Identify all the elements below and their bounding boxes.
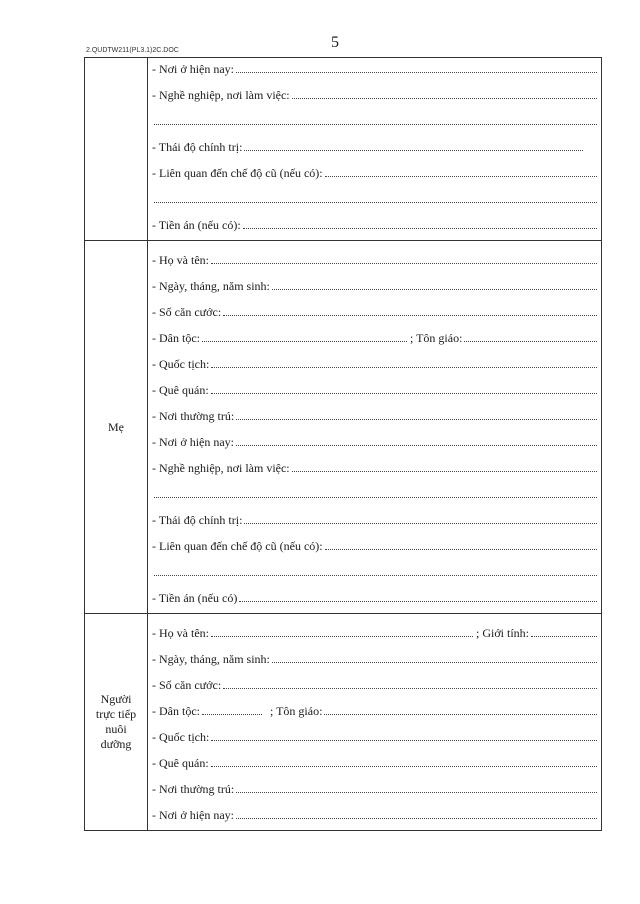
fill-in-blank[interactable]: [154, 565, 597, 576]
field-label: - Nơi ở hiện nay:: [152, 435, 235, 449]
row-label-mother: Mẹ: [108, 419, 124, 434]
father-political-attitude-line: [152, 136, 597, 162]
mother-permanent-residence-line: [152, 405, 597, 431]
fill-in-blank[interactable]: [211, 357, 597, 368]
caregiver-hometown-line: [152, 752, 597, 778]
caregiver-permanent-residence-line: [152, 778, 597, 804]
caregiver-current-residence-line: [152, 804, 597, 830]
mother-political-attitude-line: [152, 509, 597, 535]
fill-in-blank[interactable]: [211, 730, 597, 741]
mother-occupation-continuation-line: [152, 483, 597, 509]
field-label-gender: ; Giới tính:: [475, 626, 529, 640]
fill-in-blank[interactable]: [236, 808, 597, 819]
field-label: - Nơi thường trú:: [152, 782, 235, 796]
field-label: - Ngày, tháng, năm sinh:: [152, 279, 270, 293]
caregiver-nationality-line: [152, 726, 597, 752]
mother-full-name-line: [152, 249, 597, 275]
fill-in-blank[interactable]: [325, 166, 597, 177]
father-old-regime-line: [152, 162, 597, 188]
fill-in-blank[interactable]: [272, 652, 597, 663]
caregiver-label-cell: [85, 614, 148, 831]
field-label: - Nghề nghiệp, nơi làm việc:: [152, 461, 290, 475]
caregiver-row: [85, 614, 602, 831]
fill-in-blank[interactable]: [236, 782, 597, 793]
caregiver-full-name-gender-line: [152, 622, 597, 648]
field-label: - Họ và tên:: [152, 253, 209, 267]
father-occupation-continuation-line: [152, 110, 597, 136]
mother-old-regime-continuation-line: [152, 561, 597, 587]
document-code: 2.QUDTW211(PL3.1)2C.DOC: [86, 47, 179, 54]
mother-occupation-line: [152, 457, 597, 483]
fill-in-blank-ethnicity[interactable]: [202, 704, 262, 715]
field-label: - Ngày, tháng, năm sinh:: [152, 652, 270, 666]
fill-in-blank[interactable]: [244, 140, 583, 151]
field-label: - Nơi ở hiện nay:: [152, 808, 235, 822]
fill-in-blank[interactable]: [272, 279, 597, 290]
mother-birth-date-line: [152, 275, 597, 301]
father-continued-fields: [148, 58, 602, 241]
father-continued-label-cell: [85, 58, 148, 241]
field-label: - Liên quan đến chế độ cũ (nếu có):: [152, 539, 323, 553]
mother-fields: [148, 241, 602, 614]
mother-criminal-record-line: [152, 587, 597, 613]
fill-in-blank[interactable]: [236, 62, 597, 73]
fill-in-blank[interactable]: [154, 192, 597, 203]
field-label: - Quốc tịch:: [152, 730, 210, 744]
field-label: - Số căn cước:: [152, 678, 222, 692]
field-label: - Nơi ở hiện nay:: [152, 62, 235, 76]
fill-in-blank[interactable]: [211, 253, 597, 264]
field-label: - Thái độ chính trị:: [152, 140, 243, 154]
caregiver-ethnicity-religion-line: [152, 700, 597, 726]
row-label-caregiver: Người trực tiếp nuôi dưỡng: [95, 692, 137, 751]
father-criminal-record-line: [152, 214, 597, 240]
field-label-religion: ; Tôn giáo:: [409, 331, 463, 345]
page-number: 5: [331, 34, 339, 51]
father-current-residence-line: [152, 58, 597, 84]
mother-nationality-line: [152, 353, 597, 379]
fill-in-blank[interactable]: [292, 88, 597, 99]
fill-in-blank[interactable]: [244, 513, 597, 524]
fill-in-blank[interactable]: [223, 678, 597, 689]
fill-in-blank-name[interactable]: [211, 626, 473, 637]
fill-in-blank-ethnicity[interactable]: [202, 331, 407, 342]
fill-in-blank[interactable]: [223, 305, 597, 316]
field-label: - Quốc tịch:: [152, 357, 210, 371]
mother-id-number-line: [152, 301, 597, 327]
mother-current-residence-line: [152, 431, 597, 457]
fill-in-blank[interactable]: [154, 114, 597, 125]
fill-in-blank[interactable]: [239, 591, 597, 602]
fill-in-blank-religion[interactable]: [464, 331, 597, 342]
field-label: - Quê quán:: [152, 756, 209, 770]
field-label: - Dân tộc:: [152, 331, 200, 345]
field-label: - Tiền án (nếu có): [152, 591, 238, 605]
father-occupation-line: [152, 84, 597, 110]
mother-label-cell: [85, 241, 148, 614]
fill-in-blank[interactable]: [292, 461, 597, 472]
fill-in-blank-religion[interactable]: [324, 704, 597, 715]
fill-in-blank-gender[interactable]: [531, 626, 597, 637]
father-continued-row: [85, 58, 602, 241]
field-label: - Nơi thường trú:: [152, 409, 235, 423]
fill-in-blank[interactable]: [325, 539, 597, 550]
fill-in-blank[interactable]: [243, 218, 597, 229]
mother-old-regime-line: [152, 535, 597, 561]
fill-in-blank[interactable]: [236, 435, 597, 446]
field-label: - Liên quan đến chế độ cũ (nếu có):: [152, 166, 323, 180]
caregiver-birth-date-line: [152, 648, 597, 674]
fill-in-blank[interactable]: [236, 409, 597, 420]
field-label: - Thái độ chính trị:: [152, 513, 243, 527]
field-label: - Họ và tên:: [152, 626, 209, 640]
mother-hometown-line: [152, 379, 597, 405]
mother-row: [85, 241, 602, 614]
field-label-religion: ; Tôn giáo:: [269, 704, 323, 718]
fill-in-blank[interactable]: [154, 487, 597, 498]
caregiver-id-number-line: [152, 674, 597, 700]
caregiver-fields: [148, 614, 602, 831]
field-label: - Số căn cước:: [152, 305, 222, 319]
field-label: - Dân tộc:: [152, 704, 200, 718]
field-label: - Nghề nghiệp, nơi làm việc:: [152, 88, 290, 102]
fill-in-blank[interactable]: [211, 383, 597, 394]
field-label: - Quê quán:: [152, 383, 209, 397]
field-label: - Tiền án (nếu có):: [152, 218, 241, 232]
father-old-regime-continuation-line: [152, 188, 597, 214]
fill-in-blank[interactable]: [211, 756, 597, 767]
mother-ethnicity-religion-line: [152, 327, 597, 353]
personal-info-table: [84, 57, 602, 831]
